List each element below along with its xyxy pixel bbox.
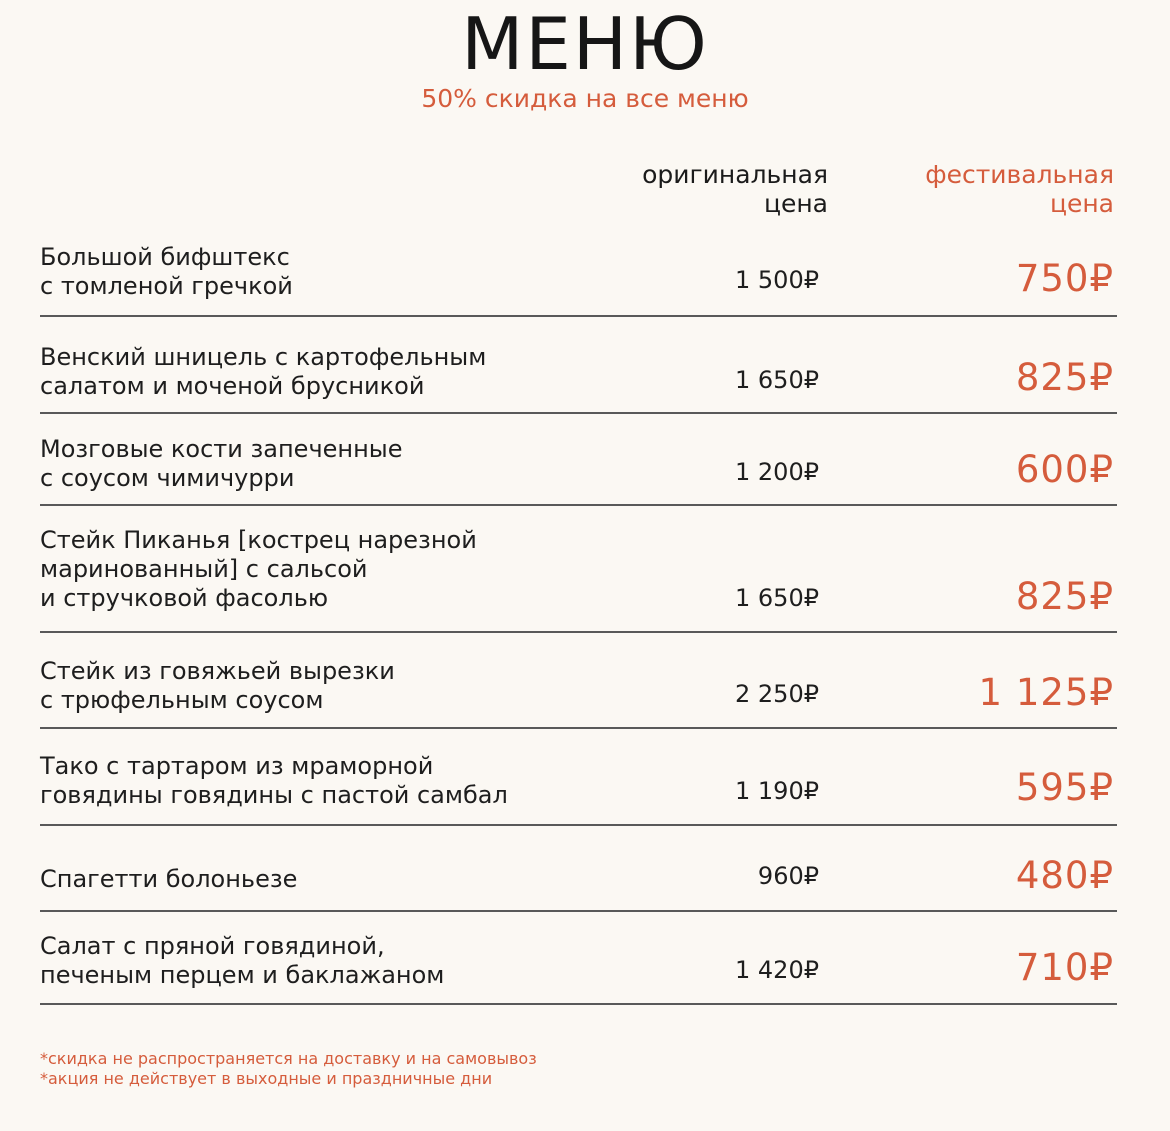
festival-price: 600₽ [1015,448,1114,491]
menu-item [40,633,1117,729]
menu-item [40,729,1117,826]
original-price: 1 500₽ [735,266,819,294]
original-price: 1 650₽ [735,584,819,612]
original-price: 1 200₽ [735,458,819,486]
menu-item [40,506,1117,633]
festival-price: 825₽ [1015,575,1114,618]
dish-name: Стейк Пиканья [кострец нарезной маринованный] с сальсой и стручковой фасолью [40,526,477,612]
festival-price: 750₽ [1015,257,1114,300]
footnotes [40,1049,537,1089]
dish-name: Венский шницель с картофельным салатом и моченой брусникой [40,343,487,400]
festival-price: 825₽ [1015,356,1114,399]
menu-item [40,912,1117,1005]
page-title: МЕНЮ [461,2,709,86]
discount-subtitle: 50% скидка на все меню [421,84,749,113]
footnote: *акция не действует в выходные и праздничные дни [40,1069,493,1088]
dish-name: Спагетти болоньезе [40,865,298,893]
dish-name: Салат с пряной говядиной, печеным перцем и баклажаном [40,932,445,989]
menu-list [40,235,1117,1005]
dish-name: Большой бифштекс с томленой гречкой [40,243,293,300]
original-price: 2 250₽ [735,680,819,708]
original-price: 960₽ [757,862,819,890]
menu-item [40,235,1117,317]
dish-name: Стейк из говяжьей вырезки с трюфельным соусом [40,657,395,714]
original-price: 1 650₽ [735,366,819,394]
festival-price: 710₽ [1015,946,1114,989]
menu-item [40,317,1117,414]
dish-name: Тако с тартаром из мраморной говядины говядины с пастой самбал [40,752,508,809]
footnote: *скидка не распространяется на доставку и на самовывоз [40,1049,537,1068]
dish-name: Мозговые кости запеченные с соусом чимичурри [40,435,403,492]
menu-item [40,414,1117,506]
festival-price: 1 125₽ [978,671,1114,714]
original-price: 1 190₽ [735,777,819,805]
original-price-header: оригинальная цена [642,160,828,218]
menu-item [40,826,1117,912]
festival-price: 595₽ [1015,766,1114,809]
festival-price: 480₽ [1015,854,1114,897]
festival-price-header: фестивальная цена [925,160,1114,218]
original-price: 1 420₽ [735,956,819,984]
